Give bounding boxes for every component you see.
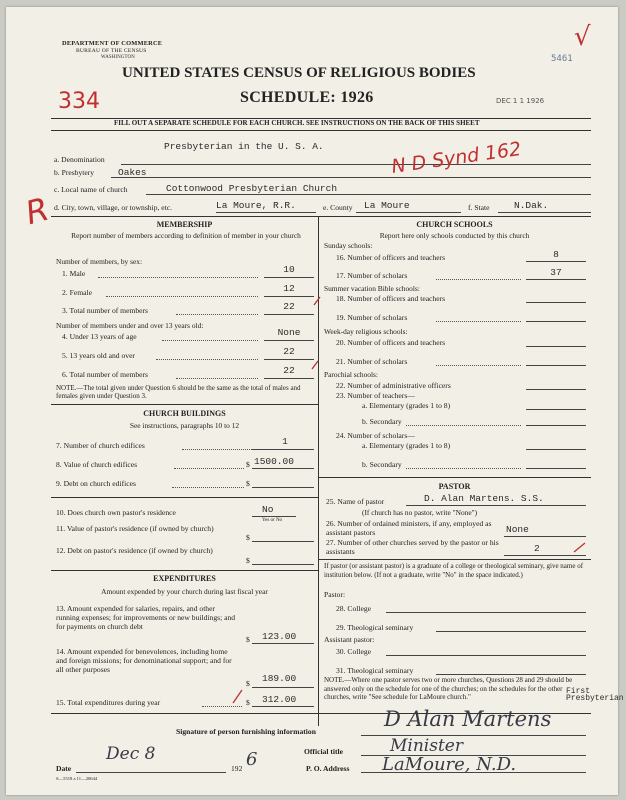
denomination-value: Presbyterian in the U. S. A. bbox=[164, 141, 324, 152]
state-label: f. State bbox=[468, 203, 490, 212]
q25-pastor-name-value: D. Alan Martens. S.S. bbox=[424, 493, 544, 504]
q19-label: 19. Number of scholars bbox=[336, 313, 408, 322]
q4-label: 4. Under 13 years of age bbox=[62, 332, 137, 341]
serial-number: 5461 bbox=[551, 54, 573, 64]
q8-label: 8. Value of church edifices bbox=[56, 460, 138, 469]
q26-label: 26. Number of ordained ministers, if any, employed as assistant pastors bbox=[326, 519, 492, 537]
official-title-label: Official title bbox=[304, 747, 344, 756]
q7-label: 7. Number of church edifices bbox=[56, 441, 145, 450]
presbytery-label: b. Presbytery bbox=[54, 168, 95, 177]
q24-label: 24. Number of scholars— bbox=[336, 431, 415, 440]
vacation-schools-label: Summer vacation Bible schools: bbox=[324, 284, 420, 293]
q11-label: 11. Value of pastor's residence (if owned by church) bbox=[56, 524, 214, 533]
q27-label: 27. Number of other churches served by the pastor or his assistants bbox=[326, 538, 499, 556]
membership-note: NOTE.—The total given under Question 6 should be the same as the total of males and females given under Question 3. bbox=[56, 384, 301, 400]
q15-total-expenditures-value: 312.00 bbox=[262, 694, 297, 705]
bureau-label: BUREAU OF THE CENSUS bbox=[76, 48, 147, 54]
yes-no-hint: Yes or No bbox=[262, 518, 283, 523]
state-value: N.Dak. bbox=[514, 200, 549, 211]
denomination-label: a. Denomination bbox=[54, 155, 105, 164]
college-intro: If pastor (or assistant pastor) is a graduate of a college or theological seminary, give name of institution below. (If not a graduate, write "No" in the space indicated.) bbox=[324, 562, 584, 579]
q13-dollar-sign: $ bbox=[246, 635, 250, 644]
red-tick-q27 bbox=[572, 540, 588, 556]
q15-dollar-sign: $ bbox=[246, 698, 250, 707]
q17-label: 17. Number of scholars bbox=[336, 271, 408, 280]
q27-other-churches-value: 2 bbox=[534, 543, 540, 554]
synod-annotation: N D Synd 162 bbox=[390, 138, 523, 178]
buildings-intro: See instructions, paragraphs 10 to 12 bbox=[129, 421, 240, 430]
q13-label: 13. Amount expended for salaries, repairs, and other running expenses; for improvements or new buildings; and for payments on church debt bbox=[56, 604, 236, 631]
year-prefix: 192 bbox=[231, 764, 243, 773]
q10-residence-answer: No bbox=[262, 504, 274, 515]
county-value: La Moure bbox=[364, 200, 410, 211]
q5-label: 5. 13 years old and over bbox=[62, 351, 135, 360]
census-form-sheet bbox=[6, 7, 624, 795]
q14-label: 14. Amount expended for benevolences, including home and foreign missions; for denominational support; and for all other purposes bbox=[56, 647, 232, 674]
form-title: UNITED STATES CENSUS OF RELIGIOUS BODIES bbox=[122, 65, 476, 81]
note-fill-church: First Presbyterian bbox=[566, 687, 624, 703]
schedule-title: SCHEDULE: 1926 bbox=[240, 89, 374, 106]
members-by-sex-label: Number of members, by sex: bbox=[56, 257, 142, 266]
form-number: S—5518 a 11—20644 bbox=[56, 776, 98, 781]
signature-label: Signature of person furnishing information bbox=[176, 727, 316, 736]
red-reference-number: 334 bbox=[58, 89, 100, 114]
expenditures-intro: Amount expended by your church during last fiscal year bbox=[101, 587, 268, 596]
q12-label: 12. Debt on pastor's residence (if owned by church) bbox=[56, 546, 213, 555]
q15-label: 15. Total expenditures during year bbox=[56, 698, 161, 707]
q9-label: 9. Debt on church edifices bbox=[56, 479, 136, 488]
q2-label: 2. Female bbox=[62, 288, 92, 297]
q25-note: (If church has no pastor, write "None") bbox=[362, 508, 478, 517]
red-tick-q15 bbox=[230, 687, 246, 707]
q8-dollar-sign: $ bbox=[246, 460, 250, 469]
po-address-value: LaMoure, N.D. bbox=[382, 754, 517, 775]
q5-over-13-value: 22 bbox=[283, 346, 295, 357]
pastor-sub-label: Pastor: bbox=[324, 590, 346, 599]
city-field-label: d. City, town, village, or township, etc. bbox=[54, 203, 173, 212]
q18-label: 18. Number of officers and teachers bbox=[336, 294, 446, 303]
official-title-value: Minister bbox=[390, 736, 463, 756]
membership-heading: MEMBERSHIP bbox=[156, 220, 213, 229]
q25-label: 25. Name of pastor bbox=[326, 497, 385, 506]
schools-intro: Report here only schools conducted by this church bbox=[379, 231, 530, 240]
q8-value-edifices: 1500.00 bbox=[254, 456, 294, 467]
parochial-schools-label: Parochial schools: bbox=[324, 370, 378, 379]
local-name-value: Cottonwood Presbyterian Church bbox=[166, 183, 338, 194]
q29-label: 29. Theological seminary bbox=[336, 623, 414, 632]
year-digit: 6 bbox=[246, 749, 258, 770]
q23-label: 23. Number of teachers— bbox=[336, 391, 415, 400]
q24a-label: a. Elementary (grades 1 to 8) bbox=[362, 441, 451, 450]
q17-sunday-scholars-value: 37 bbox=[550, 267, 562, 278]
pastor-signature: D Alan Martens bbox=[384, 707, 552, 731]
date-label: Date bbox=[56, 764, 72, 773]
margin-red-mark: R bbox=[21, 189, 53, 233]
q1-male-value: 10 bbox=[283, 264, 295, 275]
q14-dollar-sign: $ bbox=[246, 679, 250, 688]
received-date-stamp: DEC 1 1 1926 bbox=[496, 97, 545, 105]
membership-intro: Report number of members according to definition of member in your church bbox=[71, 231, 301, 240]
q6-total-value: 22 bbox=[283, 365, 295, 376]
expenditures-heading: EXPENDITURES bbox=[153, 574, 216, 583]
county-label: e. County bbox=[323, 203, 353, 212]
pastor-heading: PASTOR bbox=[438, 482, 471, 491]
q22-label: 22. Number of administrative officers bbox=[336, 381, 451, 390]
q30-label: 30. College bbox=[336, 647, 372, 656]
q11-dollar-sign: $ bbox=[246, 533, 250, 542]
local-name-label: c. Local name of church bbox=[54, 185, 128, 194]
q16-label: 16. Number of officers and teachers bbox=[336, 253, 446, 262]
q31-label: 31. Theological seminary bbox=[336, 666, 414, 675]
pastor-note: NOTE.—Where one pastor serves two or more churches, Questions 28 and 29 should be answered only on the schedule for one of the churches; on the schedules for the other churches, write "See schedule for LaMoure church." bbox=[324, 676, 573, 701]
assistant-pastor-label: Assistant pastor: bbox=[324, 635, 375, 644]
weekday-schools-label: Week-day religious schools: bbox=[324, 327, 408, 336]
q23a-label: a. Elementary (grades 1 to 8) bbox=[362, 401, 451, 410]
q7-edifices-value: 1 bbox=[282, 436, 288, 447]
instruction-line: FILL OUT A SEPARATE SCHEDULE FOR EACH CHURCH. SEE INSTRUCTIONS ON THE BACK OF THIS SHEET bbox=[114, 119, 480, 127]
q14-benevolences-value: 189.00 bbox=[262, 673, 297, 684]
q21-label: 21. Number of scholars bbox=[336, 357, 408, 366]
q3-label: 3. Total number of members bbox=[62, 306, 149, 315]
department-label: DEPARTMENT OF COMMERCE bbox=[62, 40, 163, 47]
city-label: WASHINGTON bbox=[101, 55, 135, 60]
q20-label: 20. Number of officers and teachers bbox=[336, 338, 446, 347]
q4-under-13-value: None bbox=[277, 327, 301, 338]
q1-label: 1. Male bbox=[62, 269, 86, 278]
city-value: La Moure, R.R. bbox=[216, 200, 296, 211]
q3-total-value: 22 bbox=[283, 301, 295, 312]
presbytery-value: Oakes bbox=[118, 167, 147, 178]
red-check-mark: √ bbox=[574, 22, 591, 52]
sunday-schools-label: Sunday schools: bbox=[324, 241, 373, 250]
age-intro-label: Number of members under and over 13 years old: bbox=[56, 321, 204, 330]
q10-label: 10. Does church own pastor's residence bbox=[56, 508, 176, 517]
q12-dollar-sign: $ bbox=[246, 556, 250, 565]
q23b-label: b. Secondary bbox=[362, 417, 402, 426]
date-value: Dec 8 bbox=[106, 744, 156, 764]
q24b-label: b. Secondary bbox=[362, 460, 402, 469]
q26-assistants-value: None bbox=[506, 524, 529, 535]
schools-heading: CHURCH SCHOOLS bbox=[416, 220, 493, 229]
q9-dollar-sign: $ bbox=[246, 479, 250, 488]
q28-label: 28. College bbox=[336, 604, 372, 613]
red-tick-marks bbox=[306, 287, 336, 377]
q13-running-expenses-value: 123.00 bbox=[262, 631, 297, 642]
po-address-label: P. O. Address bbox=[306, 764, 350, 773]
q2-female-value: 12 bbox=[283, 283, 295, 294]
buildings-heading: CHURCH BUILDINGS bbox=[143, 409, 226, 418]
q16-sunday-teachers-value: 8 bbox=[553, 249, 559, 260]
q6-label: 6. Total number of members bbox=[62, 370, 149, 379]
